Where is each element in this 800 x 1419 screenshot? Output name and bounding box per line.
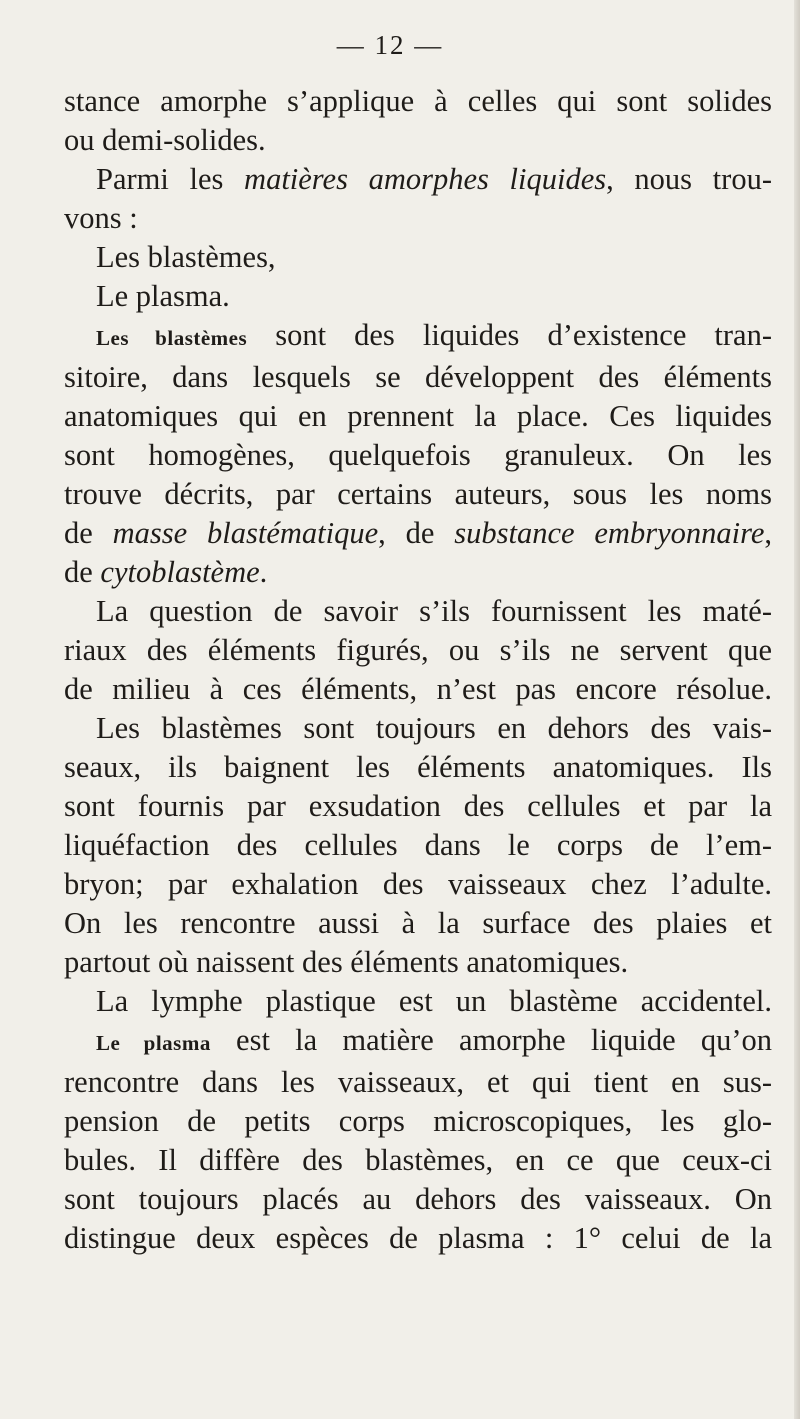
text-line: ou demi-solides.: [64, 123, 266, 157]
text-line: Les blastèmes sont toujours en dehors des vais-: [96, 711, 772, 745]
text-line: rencontre dans les vaisseaux, et qui tient en sus-: [64, 1065, 772, 1099]
text-line: riaux des éléments figurés, ou s’ils ne servent que: [64, 633, 772, 667]
text-line: distingue deux espèces de plasma : 1° celui de la: [64, 1221, 772, 1255]
page-number: — 12 —: [336, 30, 444, 60]
text-line: pension de petits corps microscopiques, les glo-: [64, 1104, 772, 1138]
italic-term: substance embryonnaire: [454, 516, 765, 550]
text-line: trouve décrits, par certains auteurs, sous les noms: [64, 477, 772, 511]
body-text: [64, 82, 772, 1258]
text-line: La question de savoir s’ils fournissent les maté-: [96, 594, 772, 628]
text-line: de cytoblastème.: [64, 555, 268, 589]
text-line: Le plasma.: [96, 279, 230, 313]
text-line: Les blastèmes,: [96, 240, 276, 274]
text-line: partout où naissent des éléments anatomiques.: [64, 945, 629, 979]
text-line: de milieu à ces éléments, n’est pas encore résolue.: [64, 672, 772, 706]
text-line: anatomiques qui en prennent la place. Ces liquides: [64, 399, 772, 433]
text-line: sont homogènes, quelquefois granuleux. On les: [64, 438, 772, 472]
section-lead: Les blastèmes: [96, 326, 248, 350]
italic-term: masse blastématique: [112, 516, 379, 550]
text-line: stance amorphe s’applique à celles qui sont solides: [64, 84, 772, 118]
text-line: seaux, ils baignent les éléments anatomiques. Ils: [64, 750, 772, 784]
text-line: bryon; par exhalation des vaisseaux chez l’adulte.: [64, 867, 772, 901]
section-lead: Le plasma: [96, 1031, 211, 1055]
text-line: Parmi les matières amorphes liquides, nous trou-: [96, 162, 772, 196]
text-line: liquéfaction des cellules dans le corps de l’em-: [64, 828, 772, 862]
text-line: Les blastèmes sont des liquides d’existence tran-: [96, 318, 772, 352]
text-line: sont toujours placés au dehors des vaisseaux. On: [64, 1182, 772, 1216]
text-line: sitoire, dans lesquels se développent des éléments: [64, 360, 772, 394]
text-line: Le plasma est la matière amorphe liquide qu’on: [96, 1023, 772, 1057]
text-line: de masse blastématique, de substance embryonnaire,: [64, 516, 772, 550]
text-line: sont fournis par exsudation des cellules et par la: [64, 789, 772, 823]
text-line: vons :: [64, 201, 138, 235]
text-line: On les rencontre aussi à la surface des plaies et: [64, 906, 772, 940]
italic-term: matières amorphes liquides: [244, 162, 607, 196]
text-line: La lymphe plastique est un blastème accidentel.: [96, 984, 772, 1018]
page-edge: [794, 0, 800, 1419]
text-line: bules. Il diffère des blastèmes, en ce que ceux-ci: [64, 1143, 772, 1177]
italic-term: cytoblastème: [100, 555, 260, 589]
